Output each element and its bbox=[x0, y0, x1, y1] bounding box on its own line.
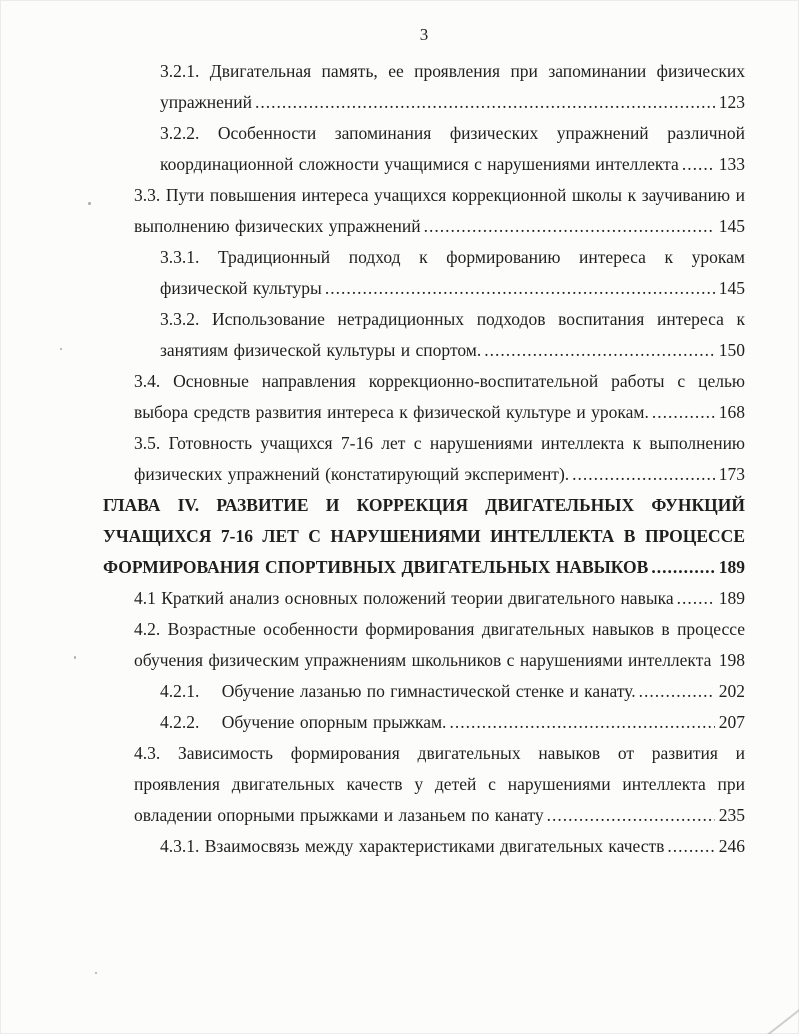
toc-entry-page: 189 bbox=[715, 583, 745, 614]
toc-entry-title: Особенности запоминания физических упражнений различной координационной сложности учащимися с нарушениями интеллекта ..... bbox=[160, 123, 745, 174]
toc-entry bbox=[160, 56, 745, 118]
toc-entry-title: Взаимосвязь между характеристиками двигательных качеств ..... bbox=[205, 836, 665, 856]
table-of-contents bbox=[103, 56, 745, 862]
toc-entry-title: Готовность учащихся 7-16 лет с нарушениями интеллекта к выполнению физических упражнений (констатирующий эксперимент). ..... bbox=[134, 433, 745, 484]
toc-entry-title: Использование нетрадиционных подходов воспитания интереса к занятиям физической культуры и спортом. ..... bbox=[160, 309, 745, 360]
scan-speck bbox=[95, 972, 97, 974]
toc-entry-page: 123 bbox=[715, 87, 745, 118]
toc-entry-number: 3.3.2. bbox=[160, 309, 200, 329]
toc-entry bbox=[134, 428, 745, 490]
toc-entry-number: ГЛАВА IV. bbox=[103, 495, 200, 515]
toc-entry-page: 189 bbox=[715, 552, 745, 583]
scan-speck bbox=[60, 348, 62, 350]
toc-entry-page: 235 bbox=[715, 800, 745, 831]
toc-entry bbox=[160, 831, 745, 862]
toc-entry-number: 4.3. bbox=[134, 743, 161, 763]
toc-entry-number: 4.3.1. bbox=[160, 836, 200, 856]
toc-entry-title: Традиционный подход к формированию интереса к урокам физической культуры ..... bbox=[160, 247, 745, 298]
toc-entry-title: Обучение лазанью по гимнастической стенке и канату. ..... bbox=[222, 681, 636, 701]
toc-entry-number: 3.5. bbox=[134, 433, 161, 453]
toc-entry bbox=[134, 614, 745, 676]
toc-entry-page: 202 bbox=[715, 676, 745, 707]
toc-entry-page: 168 bbox=[715, 397, 745, 428]
toc-entry bbox=[160, 118, 745, 180]
toc-entry-title: РАЗВИТИЕ И КОРРЕКЦИЯ ДВИГАТЕЛЬНЫХ ФУНКЦИЙ УЧАЩИХСЯ 7-16 ЛЕТ С НАРУШЕНИЯМИ ИНТЕЛЛЕКТА В ПРОЦЕССЕ ФОРМИРОВАНИЯ СПОРТИВНЫХ ДВИГАТЕЛЬНЫХ НАВЫКОВ ..... bbox=[103, 495, 745, 577]
toc-entry bbox=[134, 366, 745, 428]
scan-speck bbox=[88, 202, 91, 205]
toc-entry-number: 4.2.1. bbox=[160, 681, 200, 701]
toc-entry-number: 4.2.2. bbox=[160, 712, 200, 732]
toc-entry-number: 4.2. bbox=[134, 619, 161, 639]
toc-entry bbox=[134, 583, 745, 614]
page-number: 3 bbox=[419, 25, 429, 44]
toc-entry-page: 145 bbox=[715, 273, 745, 304]
toc-entry-page: 133 bbox=[715, 149, 745, 180]
toc-entry-page: 173 bbox=[715, 459, 745, 490]
toc-entry bbox=[134, 180, 745, 242]
toc-entry-title: Пути повышения интереса учащихся коррекционной школы к заучиванию и выполнению физических упражнений ..... bbox=[134, 185, 745, 236]
toc-entry-number: 3.2.1. bbox=[160, 61, 200, 81]
toc-entry-title: Возрастные особенности формирования двигательных навыков в процессе обучения физическим упражнениям школьников с нарушениями интеллекта ..... bbox=[134, 619, 745, 670]
scan-corner-artifact bbox=[764, 1006, 799, 1034]
toc-entry-number: 3.4. bbox=[134, 371, 161, 391]
toc-entry-title: Основные направления коррекционно-воспитательной работы с целью выбора средств развития интереса к физической культуре и урокам. ..... bbox=[134, 371, 745, 422]
toc-entry-title: Краткий анализ основных положений теории двигательного навыка ..... bbox=[161, 588, 673, 608]
toc-entry-number: 3.2.2. bbox=[160, 123, 200, 143]
toc-entry-page: 150 bbox=[715, 335, 745, 366]
toc-entry-page: 145 bbox=[715, 211, 745, 242]
toc-entry-number: 3.3.1. bbox=[160, 247, 200, 267]
toc-entry bbox=[134, 738, 745, 831]
toc-entry bbox=[160, 242, 745, 304]
toc-entry bbox=[160, 676, 745, 707]
toc-entry-title: Двигательная память, ее проявления при запоминании физических упражнений ..... bbox=[160, 61, 745, 112]
scan-speck bbox=[74, 656, 76, 659]
toc-entry-number: 4.1 bbox=[134, 588, 156, 608]
toc-entry-page: 246 bbox=[715, 831, 745, 862]
toc-entry-title: Зависимость формирования двигательных навыков от развития и проявления двигательных качеств у детей с нарушениями интеллекта при овладении опорными прыжками и лазаньем по канату ..... bbox=[134, 743, 745, 825]
toc-entry-chapter bbox=[103, 490, 745, 583]
toc-entry-page: 207 bbox=[715, 707, 745, 738]
toc-entry-page: 198 bbox=[715, 645, 745, 676]
toc-entry bbox=[160, 707, 745, 738]
toc-entry-title: Обучение опорным прыжкам. ..... bbox=[222, 712, 447, 732]
toc-entry-number: 3.3. bbox=[134, 185, 161, 205]
toc-entry bbox=[160, 304, 745, 366]
